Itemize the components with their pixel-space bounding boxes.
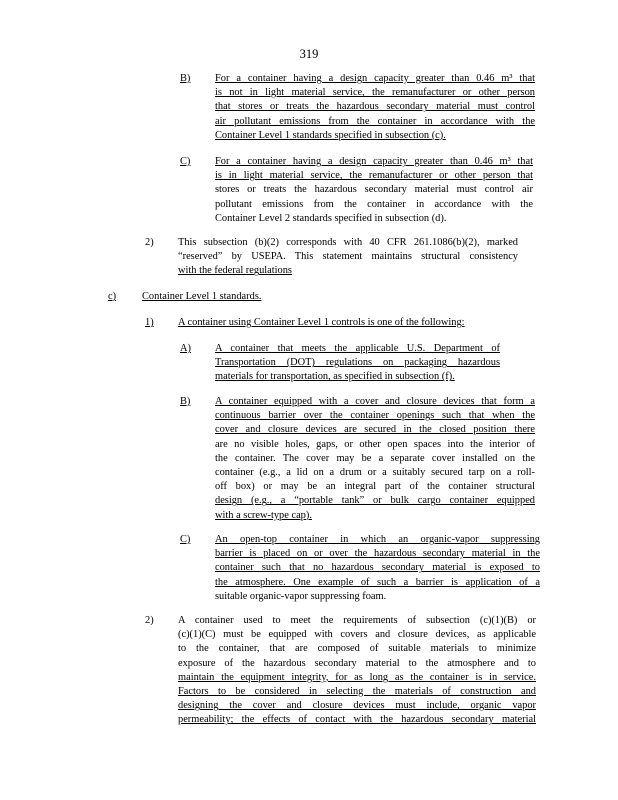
page-number: 319 [299, 47, 319, 61]
section-label-c1B: B) [180, 396, 191, 407]
text-line: container such that no hazardous secondary material is exposed to [215, 562, 540, 574]
section-text-c1 [178, 316, 508, 330]
section-label-b1C: C) [180, 156, 191, 167]
text-line: are no visible holes, gaps, or other open spaces into the interior of [215, 438, 535, 450]
section-text-b1C [215, 155, 533, 226]
section-label-c2: 2) [145, 615, 154, 626]
text-line: suitable organic-vapor suppressing foam. [215, 590, 387, 602]
text-line: with a screw-type cap). [215, 509, 312, 521]
text-line: A container that meets the applicable U.S. Department of [215, 343, 500, 354]
text-line: “reserved” by USEPA. This statement maintains structural consistency [178, 251, 518, 263]
text-line: A container equipped with a cover and closure devices that form a [215, 396, 535, 407]
text-line: cover and closure devices are secured in the closed position there [215, 424, 535, 436]
text-line: barrier is placed on or over the hazardous secondary material in the [215, 548, 540, 560]
text-line: Container Level 2 standards specified in subsection (d). [215, 212, 447, 224]
text-line: exposure of the hazardous secondary material to the atmosphere and to [178, 657, 536, 669]
text-line: to the container, that are composed of suitable materials to minimize [178, 643, 536, 655]
text-line: For a container having a design capacity greater than 0.46 m³ that [215, 73, 535, 84]
text-line: is in light material service, the remanufacturer or other person that [215, 170, 533, 182]
section-text-b2 [178, 236, 518, 279]
text-line: the container. The cover may be a separate cover installed on the [215, 452, 535, 464]
section-label-b1B: B) [180, 73, 191, 84]
text-line: designing the cover and closure devices must include, organic vapor [178, 700, 536, 712]
text-line: continuous barrier over the container openings such that when the [215, 410, 535, 422]
text-line: design (e.g., a “portable tank” or bulk cargo container equipped [215, 495, 535, 507]
text-line: with the federal regulations [178, 265, 292, 277]
text-line: A container using Container Level 1 controls is one of the following: [178, 317, 465, 328]
text-line: permeability; the effects of contact with the hazardous secondary material [178, 714, 536, 726]
text-line: An open-top container in which an organic-vapor suppressing [215, 534, 540, 545]
section-label-b2: 2) [145, 237, 154, 248]
text-line: Factors to be considered in selecting the materials of construction and [178, 686, 536, 698]
section-label-c: c) [108, 291, 117, 302]
text-line: Container Level 1 standards. [142, 291, 262, 302]
section-text-b1B [215, 72, 535, 143]
text-line: maintain the equipment integrity, for as long as the container is in service. [178, 671, 536, 683]
section-label-c1A: A) [180, 343, 191, 354]
text-line: For a container having a design capacity greater than 0.46 m³ that [215, 156, 533, 167]
section-text-c1C [215, 533, 540, 604]
section-label-c1C: C) [180, 534, 191, 545]
text-line: the atmosphere. One example of such a barrier is application of a [215, 576, 540, 588]
section-text-c [142, 290, 284, 304]
text-line: container (e.g., a lid on a drum or a suitably secured tarp on a roll- [215, 467, 535, 479]
section-text-c1B [215, 395, 535, 523]
text-line: pollutant emissions from the container in accordance with the [215, 198, 533, 210]
text-line: air pollutant emissions from the container in accordance with the [215, 115, 535, 127]
section-text-c1A [215, 342, 500, 385]
text-line: This subsection (b)(2) corresponds with 40 CFR 261.1086(b)(2), marked [178, 237, 518, 248]
section-label-c1: 1) [145, 317, 154, 328]
text-line: stores or treats the hazardous secondary material must control air [215, 184, 533, 196]
text-line: that stores or treats the hazardous secondary material must control [215, 101, 535, 113]
text-line: materials for transportation, as specified in subsection (f). [215, 371, 455, 383]
text-line: is not in light material service, the remanufacturer or other person [215, 87, 535, 99]
text-line: A container used to meet the requirements of subsection (c)(1)(B) or [178, 615, 536, 626]
text-line: Transportation (DOT) regulations on packaging hazardous [215, 357, 500, 369]
text-line: off box) or may be an integral part of the container structural [215, 481, 535, 493]
text-line: Container Level 1 standards specified in subsection (c). [215, 129, 446, 141]
text-line: (c)(1)(C) must be equipped with covers and closure devices, as applicable [178, 629, 536, 641]
section-text-c2 [178, 614, 536, 728]
